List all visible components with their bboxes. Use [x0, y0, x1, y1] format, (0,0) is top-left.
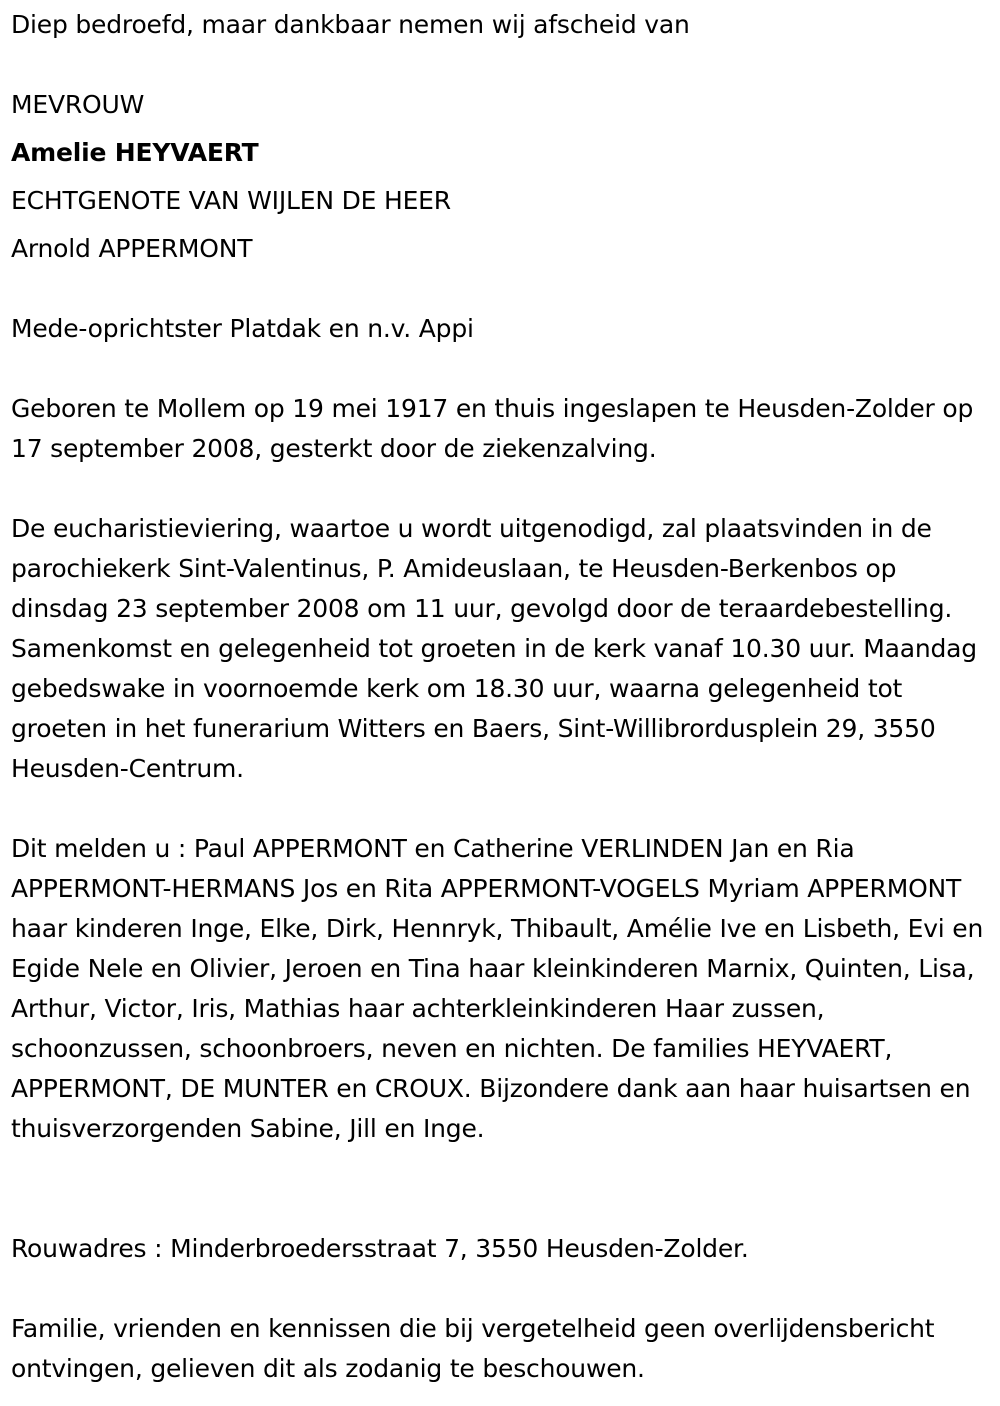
role-line: Mede-oprichtster Platdak en n.v. Appi — [11, 314, 474, 343]
birth-death-paragraph: Geboren te Mollem op 19 mei 1917 en thuis ingeslapen te Heusden-Zolder op 17 september 2008, gesterkt door de ziekenzalving. — [11, 394, 974, 463]
relation-line: ECHTGENOTE VAN WIJLEN DE HEER — [11, 186, 451, 215]
mourning-address: Rouwadres : Minderbroedersstraat 7, 3550 Heusden-Zolder. — [11, 1234, 749, 1263]
closing-paragraph: Familie, vrienden en kennissen die bij vergetelheid geen overlijdensbericht ontvingen, gelieven dit als zodanig te beschouwen. — [11, 1314, 935, 1383]
opening-line: Diep bedroefd, maar dankbaar nemen wij afscheid van — [11, 10, 690, 39]
spouse-name: Arnold APPERMONT — [11, 234, 253, 263]
deceased-name: Amelie HEYVAERT — [11, 138, 259, 167]
announcers-paragraph: Dit melden u : Paul APPERMONT en Catherine VERLINDEN Jan en Ria APPERMONT-HERMANS Jos en Rita APPERMONT-VOGELS Myriam APPERMONT haar kinderen Inge, Elke, Dirk, Hennryk, Thibault, Amélie Ive en Lisbeth, Evi en Egide Nele en Olivier, Jeroen en Tina haar kleinkinderen Marnix, Quinten, Lisa, Arthur, Victor, Iris, Mathias haar achterkleinkinderen Haar zussen, schoonzussen, schoonbroers, neven en nichten. De families HEYVAERT, APPERMONT, DE MUNTER en CROUX. Bijzondere dank aan haar huisartsen en thuisverzorgenden Sabine, Jill en Inge. — [11, 834, 984, 1143]
service-paragraph: De eucharistieviering, waartoe u wordt uitgenodigd, zal plaatsvinden in de parochiekerk Sint-Valentinus, P. Amideuslaan, te Heusden-Berkenbos op dinsdag 23 september 2008 om 11 uur, gevolgd door de teraardebestelling. Samenkomst en gelegenheid tot groeten in de kerk vanaf 10.30 uur. Maandag gebedswake in voornoemde kerk om 18.30 uur, waarna gelegenheid tot groeten in het funerarium Witters en Baers, Sint-Willibrordusplein 29, 3550 Heusden-Centrum. — [11, 514, 977, 783]
honorific: MEVROUW — [11, 90, 145, 119]
